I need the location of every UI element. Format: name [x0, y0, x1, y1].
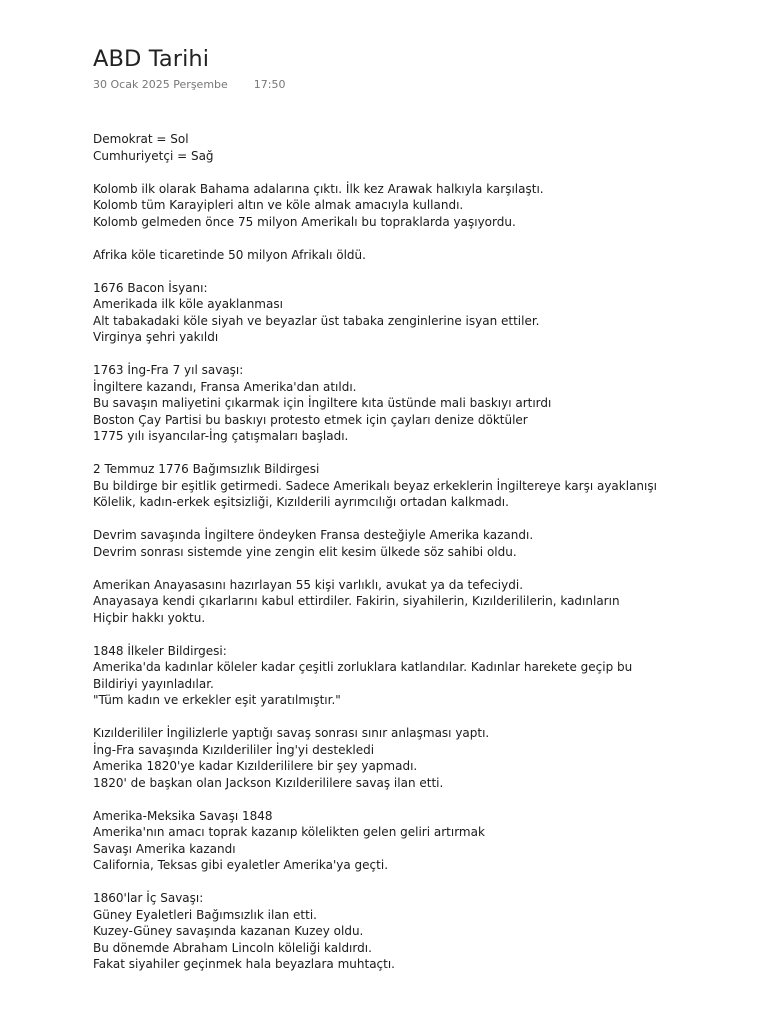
text-line: 1763 İng-Fra 7 yıl savaşı:: [93, 363, 244, 377]
text-line: Kızılderililer İngilizlerle yaptığı savaş sonrası sınır anlaşması yaptı.: [93, 726, 490, 740]
text-line: "Tüm kadın ve erkekler eşit yaratılmıştır.": [93, 693, 341, 707]
text-line: Kölelik, kadın-erkek eşitsizliği, Kızılderili ayrımcılığı ortadan kalkmadı.: [93, 495, 509, 509]
text-line: California, Teksas gibi eyaletler Amerika'ya geçti.: [93, 858, 389, 872]
text-line: Devrim sonrası sistemde yine zengin elit kesim ülkede söz sahibi oldu.: [93, 544, 517, 559]
page-date: 30 Ocak 2025 Perşembe: [93, 78, 228, 91]
blank-line: [93, 511, 753, 528]
blank-line: [93, 874, 753, 891]
text-line: Devrim savaşında İngiltere öndeyken Fransa desteğiyle Amerika kazandı.: [93, 528, 534, 542]
text-line: Bu bildirge bir eşitlik getirmedi. Sadece Amerikalı beyaz erkeklerin İngiltereye karşı ayaklanışı: [93, 478, 657, 493]
blank-line: [93, 346, 753, 363]
text-line: Amerika'da kadınlar köleler kadar çeşitli zorluklara katlandılar. Kadınlar harekete geçip bu: [93, 660, 633, 674]
blank-line: [93, 230, 753, 247]
page-time: 17:50: [253, 78, 286, 91]
text-line: Kolomb gelmeden önce 75 milyon Amerikalı bu topraklarda yaşıyordu.: [93, 214, 516, 229]
text-line: 1848 İlkeler Bildirgesi:: [93, 643, 227, 658]
text-line: Boston Çay Partisi bu baskıyı protesto etmek için çayları denize döktüler: [93, 412, 528, 427]
text-line: 1775 yılı isyancılar-İng çatışmaları başladı.: [93, 429, 349, 443]
text-line: Anayasaya kendi çıkarlarını kabul ettirdiler. Fakirin, siyahilerin, Kızılderililerin, kadınların: [93, 594, 620, 608]
text-line: Alt tabakadaki köle siyah ve beyazlar üst tabaka zenginlerine isyan ettiler.: [93, 313, 540, 328]
text-line: 1820' de başkan olan Jackson Kızılderililere savaş ilan etti.: [93, 775, 444, 790]
blank-line: [93, 445, 753, 462]
text-line: Amerika 1820'ye kadar Kızılderililere bir şey yapmadı.: [93, 759, 418, 773]
text-line: Kolomb tüm Karayipleri altın ve köle almak amacıyla kullandı.: [93, 198, 464, 212]
text-line: Amerikada ilk köle ayaklanması: [93, 297, 283, 311]
text-line: 1676 Bacon İsyanı:: [93, 280, 208, 295]
blank-line: [93, 709, 753, 726]
text-line: Amerika'nın amacı toprak kazanıp kölelikten gelen geliri artırmak: [93, 825, 485, 839]
text-line: İng-Fra savaşında Kızılderililer İng'yi destekledi: [93, 742, 375, 757]
text-line: Hiçbir hakkı yoktu.: [93, 610, 206, 625]
text-line: 1860'lar İç Savaşı:: [93, 891, 204, 905]
blank-line: [93, 560, 753, 577]
blank-line: [93, 263, 753, 280]
text-line: Kuzey-Güney savaşında kazanan Kuzey oldu.: [93, 924, 364, 938]
text-line: Bu savaşın maliyetini çıkarmak için İngiltere kıta üstünde mali baskıyı artırdı: [93, 396, 552, 410]
blank-line: [93, 164, 753, 181]
note-content[interactable]: [93, 131, 753, 973]
text-line: Afrika köle ticaretinde 50 milyon Afrikalı öldü.: [93, 247, 366, 262]
text-line: Savaşı Amerika kazandı: [93, 841, 236, 856]
text-line: Amerika-Meksika Savaşı 1848: [93, 808, 273, 823]
blank-line: [93, 626, 753, 643]
text-line: Demokrat = Sol: [93, 132, 189, 146]
text-line: Cumhuriyetçi = Sağ: [93, 148, 214, 163]
text-line: Kolomb ilk olarak Bahama adalarına çıktı. İlk kez Arawak halkıyla karşılaştı.: [93, 181, 544, 196]
text-line: Fakat siyahiler geçinmek hala beyazlara muhtaçtı.: [93, 957, 395, 971]
page-title[interactable]: ABD Tarihi: [93, 46, 210, 72]
text-line: Virginya şehri yakıldı: [93, 330, 219, 344]
page-meta: [93, 77, 286, 93]
blank-line: [93, 791, 753, 808]
text-line: İngiltere kazandı, Fransa Amerika'dan atıldı.: [93, 379, 357, 394]
text-line: Amerikan Anayasasını hazırlayan 55 kişi varlıklı, avukat ya da tefeciydi.: [93, 577, 524, 592]
text-line: Bildiriyi yayınladılar.: [93, 676, 214, 691]
text-line: Güney Eyaletleri Bağımsızlık ilan etti.: [93, 907, 317, 922]
text-line: 2 Temmuz 1776 Bağımsızlık Bildirgesi: [93, 462, 320, 476]
text-line: Bu dönemde Abraham Lincoln köleliği kaldırdı.: [93, 940, 372, 955]
